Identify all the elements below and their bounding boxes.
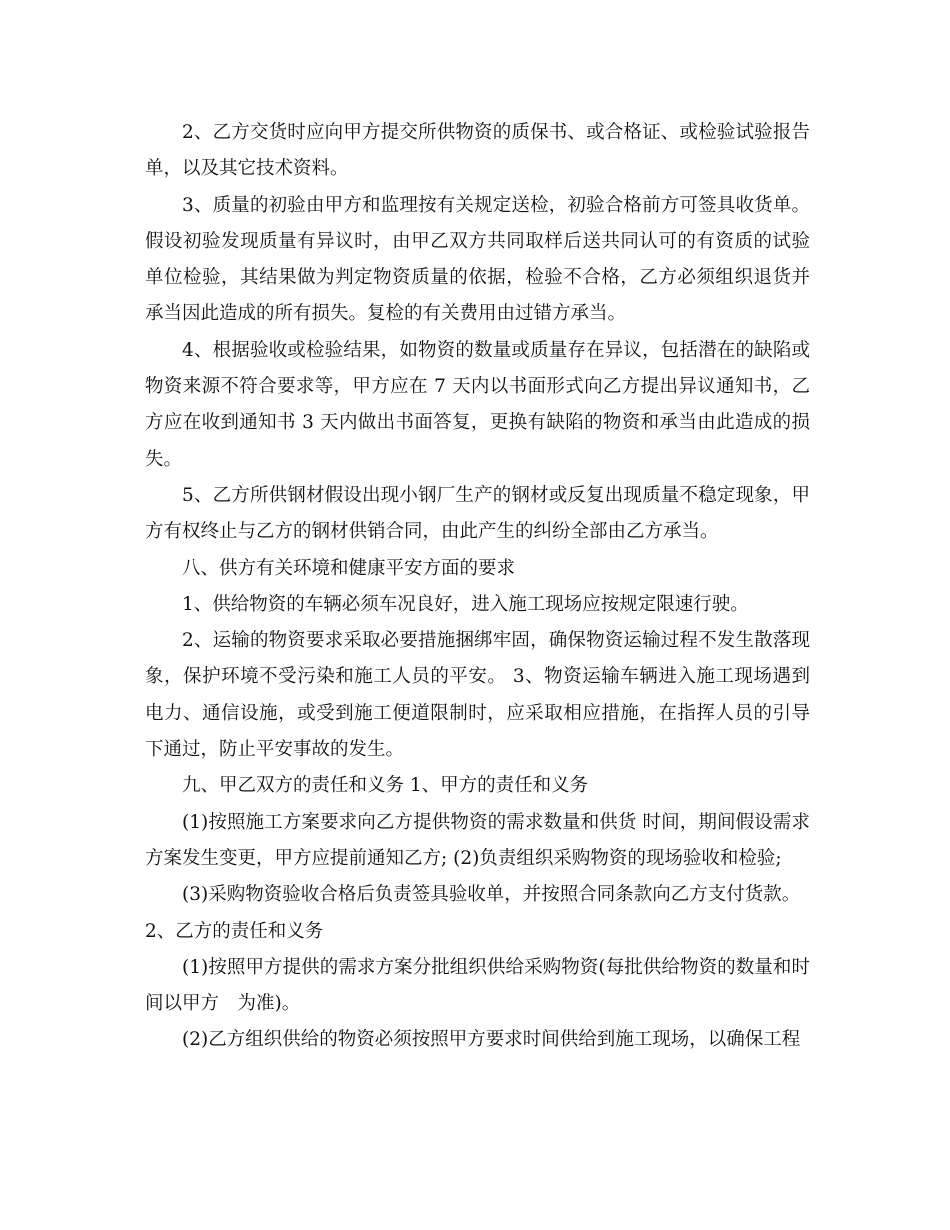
section-heading-environment-safety: 八、供方有关环境和健康平安方面的要求 — [182, 557, 516, 579]
paragraph-transport-safety: 2、运输的物资要求采取必要措施捆绑牢固，确保物资运输过程不发生散落现象，保护环境不受污染和施工人员的平安。 3、物资运输车辆进入施工现场遇到电力、通信设施，或受到施工便道限制时，应采取相应措施，在指挥人员的引导下通过，防止平安事故的发生。 — [145, 630, 810, 761]
paragraph-initial-inspection: 3、质量的初验由甲方和监理按有关规定送检，初验合格前方可签具收货单。假设初验发现质量有异议时，由甲乙双方共同取样后送共同认可的有资质的试验单位检验，其结果做为判定物资质量的依据，检验不合格，乙方必须组织退货并承当因此造成的所有损失。复检的有关费用由过错方承当。 — [145, 194, 810, 325]
paragraph-vehicle-condition: 1、供给物资的车辆必须车况良好，进入施工现场应按规定限速行驶。 — [182, 593, 749, 615]
paragraph-party-b-duty-2: (2)乙方组织供给的物资必须按照甲方要求时间供给到施工现场，以确保工程 — [182, 1029, 801, 1051]
section-heading-responsibilities: 九、甲乙双方的责任和义务 1、甲方的责任和义务 — [182, 775, 589, 797]
paragraph-party-b-duty-1: (1)按照甲方提供的需求方案分批组织供给采购物资(每批供给物资的数量和时间以甲方 为准)。 — [145, 956, 810, 1015]
paragraph-quality-certificate: 2、乙方交货时应向甲方提交所供物资的质保书、或合格证、或检验试验报告单，以及其它技术资料。 — [145, 122, 810, 180]
paragraph-inspection-objection: 4、根据验收或检验结果，如物资的数量或质量存在异议，包括潜在的缺陷或物资来源不符合要求等，甲方应在 7 天内以书面形式向乙方提出异议通知书，乙方应在收到通知书 3 天内做出书面答复，更换有缺陷的物资和承当由此造成的损失。 — [145, 339, 810, 470]
paragraph-party-a-duty-1-2: (1)按照施工方案要求向乙方提供物资的需求数量和供货 时间，期间假设需求方案发生变更，甲方应提前通知乙方; (2)负责组织采购物资的现场验收和检验; — [145, 811, 810, 869]
paragraph-steel-quality: 5、乙方所供钢材假设出现小钢厂生产的钢材或反复出现质量不稳定现象，甲方有权终止与乙方的钢材供销合同，由此产生的纠纷全部由乙方承当。 — [145, 484, 810, 543]
document-body — [145, 115, 810, 1059]
subheading-party-b-responsibilities: 2、乙方的责任和义务 — [145, 920, 324, 942]
paragraph-party-a-duty-3: (3)采购物资验收合格后负责签具验收单，并按照合同条款向乙方支付货款。 — [182, 884, 801, 906]
